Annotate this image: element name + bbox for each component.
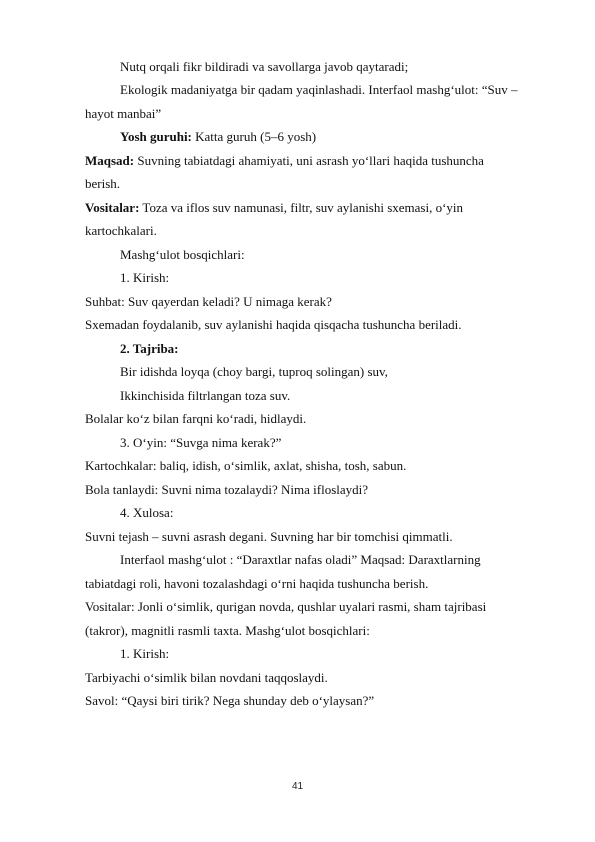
age-group-value: Katta guruh (5–6 yosh) [195, 129, 317, 144]
text-line: kartochkalari. [85, 223, 157, 238]
text-line: Bola tanlaydi: Suvni nima tozalaydi? Nima ifloslaydi? [85, 482, 369, 497]
text-line: Bolalar ko‘z bilan farqni ko‘radi, hidlaydi. [85, 411, 307, 426]
text-line: 1. Kirish: [120, 270, 170, 285]
text-line: (takror), magnitli rasmli taxta. Mashg‘ulot bosqichlari: [85, 623, 370, 638]
goal-label: Maqsad: [85, 153, 135, 168]
text-line: berish. [85, 176, 121, 191]
text-line: Kartochkalar: baliq, idish, o‘simlik, axlat, shisha, tosh, sabun. [85, 458, 407, 473]
text-line: Bir idishda loyqa (choy bargi, tuproq solingan) suv, [120, 364, 388, 379]
text-line: 4. Xulosa: [120, 505, 174, 520]
text-line: Ikkinchisida filtrlangan toza suv. [120, 388, 291, 403]
text-line: Sxemadan foydalanib, suv aylanishi haqida qisqacha tushuncha beriladi. [85, 317, 462, 332]
text-line: Nutq orqali fikr bildiradi va savollarga javob qaytaradi; [120, 59, 409, 74]
text-line: Ekologik madaniyatga bir qadam yaqinlashadi. Interfaol mashg‘ulot: “Suv – [120, 82, 518, 97]
tools-label: Vositalar: [85, 200, 140, 215]
text-line: hayot manbai” [85, 106, 162, 121]
text-line: 3. O‘yin: “Suvga nima kerak?” [120, 435, 282, 450]
goal-value: Suvning tabiatdagi ahamiyati, uni asrash yo‘llari haqida tushuncha [137, 153, 484, 168]
section-heading: 2. Tajriba: [120, 341, 179, 356]
text-line: Suhbat: Suv qayerdan keladi? U nimaga kerak? [85, 294, 332, 309]
page-number: 41 [291, 781, 304, 792]
goal-line [85, 153, 484, 169]
text-line: Mashg‘ulot bosqichlari: [120, 247, 245, 262]
text-line: 1. Kirish: [120, 646, 170, 661]
age-group-label: Yosh guruhi: [120, 129, 192, 144]
text-line: Tarbiyachi o‘simlik bilan novdani taqqoslaydi. [85, 670, 328, 685]
text-line: tabiatdagi roli, havoni tozalashdagi o‘rni haqida tushuncha berish. [85, 576, 429, 591]
age-group-line [120, 129, 316, 145]
tools-value: Toza va iflos suv namunasi, filtr, suv aylanishi sxemasi, o‘yin [142, 200, 464, 215]
text-line: Vositalar: Jonli o‘simlik, qurigan novda, qushlar uyalari rasmi, sham tajribasi [85, 599, 487, 614]
text-line: Suvni tejash – suvni asrash degani. Suvning har bir tomchisi qimmatli. [85, 529, 453, 544]
text-line: Savol: “Qaysi biri tirik? Nega shunday deb o‘ylaysan?” [85, 693, 375, 708]
tools-line [85, 200, 463, 216]
text-line: Interfaol mashg‘ulot : “Daraxtlar nafas oladi” Maqsad: Daraxtlarning [120, 552, 481, 567]
